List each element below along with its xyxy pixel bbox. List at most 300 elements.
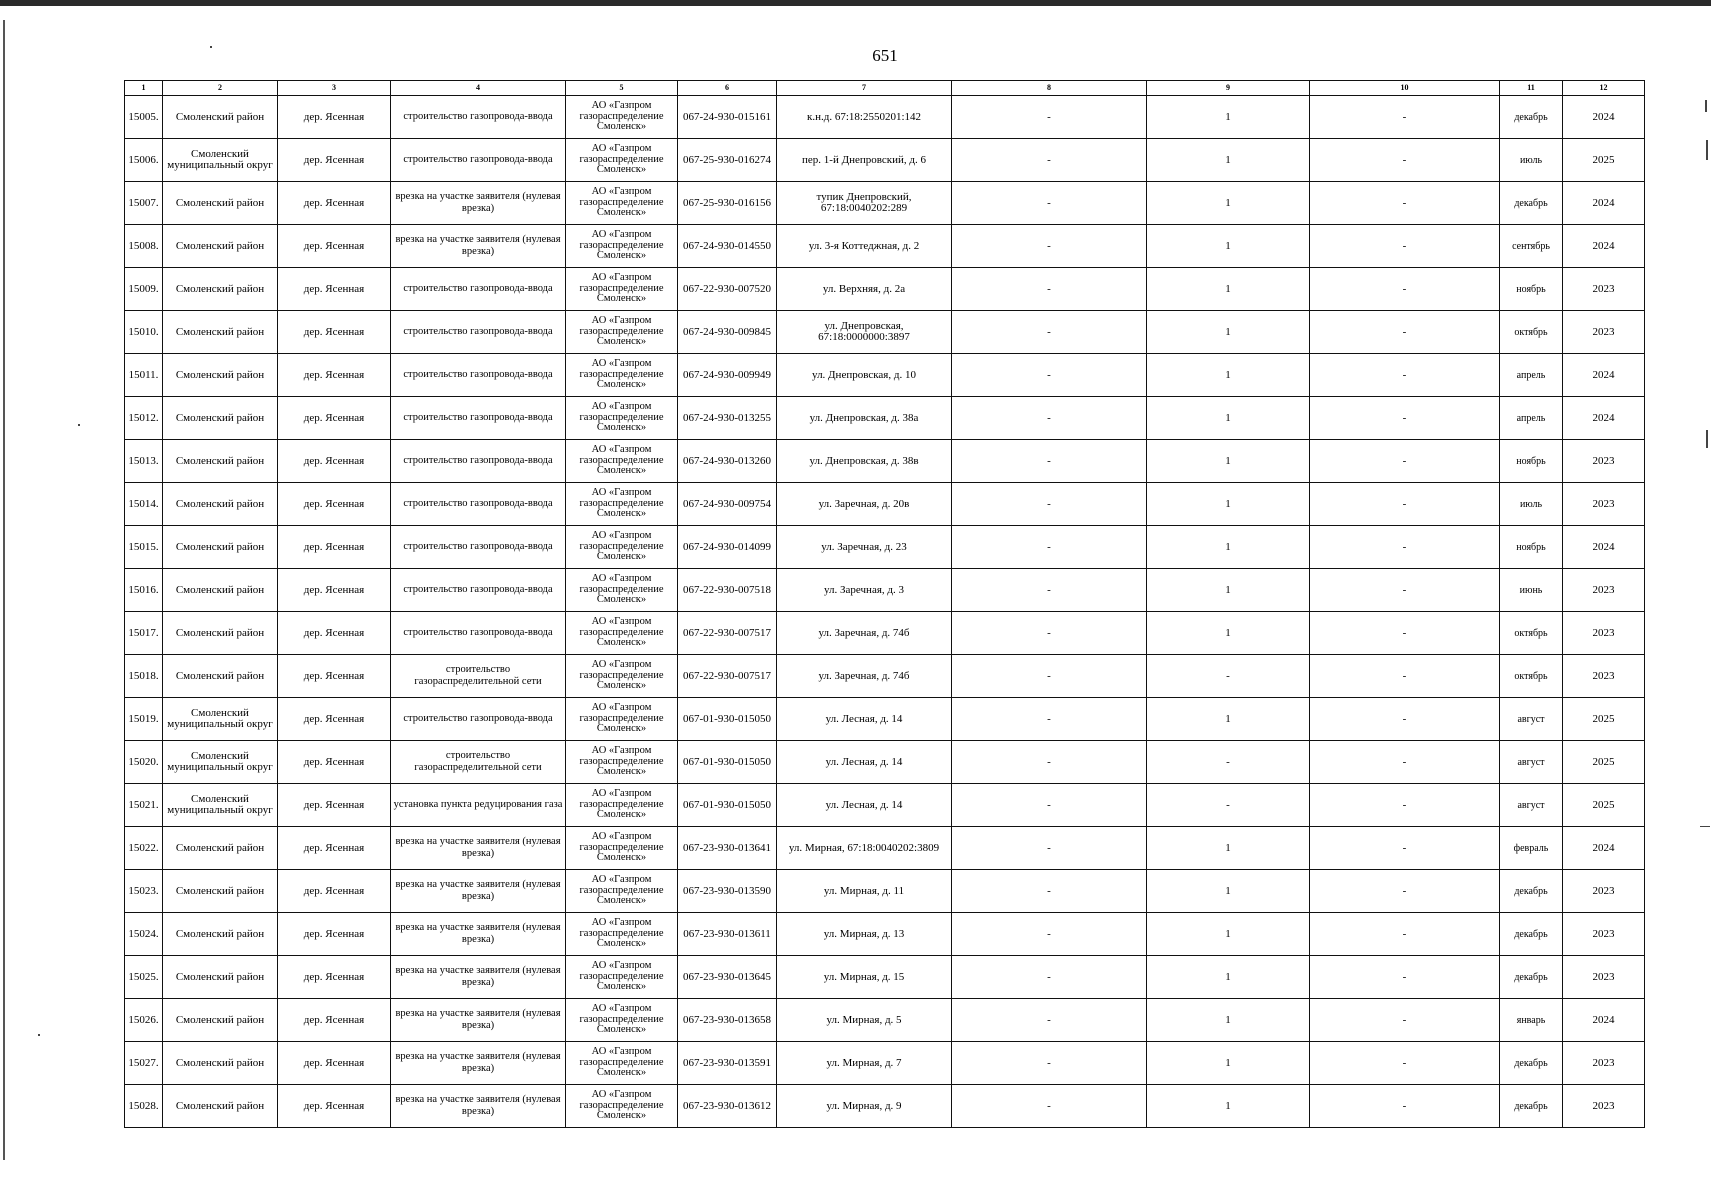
district-cell: Смоленский муниципальный округ — [163, 741, 278, 784]
col8-cell: - — [952, 956, 1147, 999]
address-cell: ул. Заречная, д. 23 — [777, 526, 952, 569]
col9-cell: - — [1147, 741, 1310, 784]
row-number: 15019. — [125, 698, 163, 741]
col10-cell: - — [1310, 96, 1500, 139]
month-cell: октябрь — [1500, 655, 1563, 698]
col10-cell: - — [1310, 182, 1500, 225]
month-cell: июль — [1500, 139, 1563, 182]
table-row — [125, 483, 1645, 526]
organization-cell: АО «Газпром газораспределение Смоленск» — [566, 827, 678, 870]
col8-cell: - — [952, 440, 1147, 483]
row-number: 15013. — [125, 440, 163, 483]
organization-cell: АО «Газпром газораспределение Смоленск» — [566, 139, 678, 182]
address-cell: ул. Днепровская, д. 10 — [777, 354, 952, 397]
application-number-cell: 067-01-930-015050 — [678, 741, 777, 784]
work-type-cell: врезка на участке заявителя (нулевая врезка) — [391, 182, 566, 225]
district-cell: Смоленский район — [163, 526, 278, 569]
work-type-cell: строительство газопровода-ввода — [391, 483, 566, 526]
settlement-cell: дер. Ясенная — [278, 182, 391, 225]
table-row — [125, 655, 1645, 698]
organization-cell: АО «Газпром газораспределение Смоленск» — [566, 526, 678, 569]
row-number: 15025. — [125, 956, 163, 999]
address-cell: ул. Мирная, д. 11 — [777, 870, 952, 913]
table-row — [125, 999, 1645, 1042]
row-number: 15012. — [125, 397, 163, 440]
col8-cell: - — [952, 1042, 1147, 1085]
scan-top-border — [0, 0, 1711, 6]
year-cell: 2025 — [1563, 139, 1645, 182]
district-cell: Смоленский район — [163, 96, 278, 139]
application-number-cell: 067-23-930-013612 — [678, 1085, 777, 1128]
application-number-cell: 067-24-930-009845 — [678, 311, 777, 354]
year-cell: 2024 — [1563, 827, 1645, 870]
application-number-cell: 067-22-930-007518 — [678, 569, 777, 612]
col8-cell: - — [952, 139, 1147, 182]
scan-speck — [1706, 430, 1708, 448]
col9-cell: 1 — [1147, 698, 1310, 741]
work-type-cell: врезка на участке заявителя (нулевая врезка) — [391, 1085, 566, 1128]
table-row — [125, 784, 1645, 827]
organization-cell: АО «Газпром газораспределение Смоленск» — [566, 268, 678, 311]
settlement-cell: дер. Ясенная — [278, 268, 391, 311]
column-header: 9 — [1147, 81, 1310, 96]
district-cell: Смоленский район — [163, 225, 278, 268]
scan-speck — [1705, 100, 1707, 112]
settlement-cell: дер. Ясенная — [278, 440, 391, 483]
column-header: 5 — [566, 81, 678, 96]
address-cell: ул. Днепровская, д. 38в — [777, 440, 952, 483]
address-cell: ул. Мирная, д. 15 — [777, 956, 952, 999]
work-type-cell: строительство газопровода-ввода — [391, 397, 566, 440]
organization-cell: АО «Газпром газораспределение Смоленск» — [566, 698, 678, 741]
row-number: 15017. — [125, 612, 163, 655]
address-cell: ул. Лесная, д. 14 — [777, 741, 952, 784]
month-cell: август — [1500, 698, 1563, 741]
col8-cell: - — [952, 397, 1147, 440]
settlement-cell: дер. Ясенная — [278, 483, 391, 526]
column-header: 4 — [391, 81, 566, 96]
col9-cell: 1 — [1147, 483, 1310, 526]
col10-cell: - — [1310, 655, 1500, 698]
col8-cell: - — [952, 182, 1147, 225]
col9-cell: 1 — [1147, 526, 1310, 569]
district-cell: Смоленский муниципальный округ — [163, 784, 278, 827]
row-number: 15006. — [125, 139, 163, 182]
table-row — [125, 526, 1645, 569]
table-row — [125, 440, 1645, 483]
col8-cell: - — [952, 870, 1147, 913]
col10-cell: - — [1310, 569, 1500, 612]
col9-cell: 1 — [1147, 870, 1310, 913]
address-cell: ул. Мирная, д. 13 — [777, 913, 952, 956]
application-number-cell: 067-24-930-014099 — [678, 526, 777, 569]
table-row — [125, 354, 1645, 397]
page-number: 651 — [872, 46, 898, 65]
address-cell: ул. Верхняя, д. 2а — [777, 268, 952, 311]
table-header-row — [125, 81, 1645, 96]
settlement-cell: дер. Ясенная — [278, 827, 391, 870]
work-type-cell: строительство газопровода-ввода — [391, 354, 566, 397]
year-cell: 2023 — [1563, 655, 1645, 698]
district-cell: Смоленский район — [163, 655, 278, 698]
application-number-cell: 067-22-930-007517 — [678, 612, 777, 655]
settlement-cell: дер. Ясенная — [278, 741, 391, 784]
col8-cell: - — [952, 268, 1147, 311]
table-row — [125, 698, 1645, 741]
district-cell: Смоленский район — [163, 440, 278, 483]
row-number: 15009. — [125, 268, 163, 311]
col8-cell: - — [952, 655, 1147, 698]
year-cell: 2025 — [1563, 784, 1645, 827]
row-number: 15020. — [125, 741, 163, 784]
column-header: 2 — [163, 81, 278, 96]
address-cell: ул. Мирная, д. 7 — [777, 1042, 952, 1085]
organization-cell: АО «Газпром газораспределение Смоленск» — [566, 612, 678, 655]
settlement-cell: дер. Ясенная — [278, 526, 391, 569]
col9-cell: 1 — [1147, 96, 1310, 139]
col8-cell: - — [952, 569, 1147, 612]
month-cell: февраль — [1500, 827, 1563, 870]
row-number: 15014. — [125, 483, 163, 526]
col10-cell: - — [1310, 397, 1500, 440]
address-cell: ул. Мирная, д. 5 — [777, 999, 952, 1042]
month-cell: декабрь — [1500, 182, 1563, 225]
address-cell: ул. Мирная, д. 9 — [777, 1085, 952, 1128]
address-cell: ул. Мирная, 67:18:0040202:3809 — [777, 827, 952, 870]
application-number-cell: 067-24-930-014550 — [678, 225, 777, 268]
district-cell: Смоленский район — [163, 268, 278, 311]
work-type-cell: установка пункта редуцирования газа — [391, 784, 566, 827]
year-cell: 2024 — [1563, 182, 1645, 225]
district-cell: Смоленский муниципальный округ — [163, 139, 278, 182]
year-cell: 2023 — [1563, 569, 1645, 612]
organization-cell: АО «Газпром газораспределение Смоленск» — [566, 913, 678, 956]
work-type-cell: строительство газопровода-ввода — [391, 268, 566, 311]
work-type-cell: врезка на участке заявителя (нулевая врезка) — [391, 913, 566, 956]
col8-cell: - — [952, 784, 1147, 827]
col9-cell: 1 — [1147, 225, 1310, 268]
organization-cell: АО «Газпром газораспределение Смоленск» — [566, 741, 678, 784]
settlement-cell: дер. Ясенная — [278, 1085, 391, 1128]
col8-cell: - — [952, 913, 1147, 956]
col8-cell: - — [952, 1085, 1147, 1128]
year-cell: 2025 — [1563, 698, 1645, 741]
work-type-cell: строительство газопровода-ввода — [391, 698, 566, 741]
year-cell: 2023 — [1563, 612, 1645, 655]
application-number-cell: 067-23-930-013658 — [678, 999, 777, 1042]
year-cell: 2023 — [1563, 870, 1645, 913]
month-cell: декабрь — [1500, 1085, 1563, 1128]
month-cell: ноябрь — [1500, 268, 1563, 311]
month-cell: декабрь — [1500, 96, 1563, 139]
table-body — [125, 96, 1645, 1128]
table-row — [125, 956, 1645, 999]
organization-cell: АО «Газпром газораспределение Смоленск» — [566, 440, 678, 483]
col9-cell: 1 — [1147, 956, 1310, 999]
month-cell: август — [1500, 784, 1563, 827]
row-number: 15027. — [125, 1042, 163, 1085]
col9-cell: 1 — [1147, 1042, 1310, 1085]
district-cell: Смоленский район — [163, 483, 278, 526]
col9-cell: 1 — [1147, 397, 1310, 440]
month-cell: декабрь — [1500, 1042, 1563, 1085]
application-number-cell: 067-24-930-009754 — [678, 483, 777, 526]
month-cell: апрель — [1500, 397, 1563, 440]
col8-cell: - — [952, 483, 1147, 526]
application-number-cell: 067-23-930-013591 — [678, 1042, 777, 1085]
col10-cell: - — [1310, 913, 1500, 956]
col10-cell: - — [1310, 354, 1500, 397]
year-cell: 2024 — [1563, 354, 1645, 397]
district-cell: Смоленский район — [163, 354, 278, 397]
organization-cell: АО «Газпром газораспределение Смоленск» — [566, 483, 678, 526]
district-cell: Смоленский район — [163, 827, 278, 870]
table-row — [125, 268, 1645, 311]
work-type-cell: строительство газораспределительной сети — [391, 655, 566, 698]
organization-cell: АО «Газпром газораспределение Смоленск» — [566, 225, 678, 268]
scan-left-border — [3, 20, 5, 1160]
settlement-cell: дер. Ясенная — [278, 655, 391, 698]
work-type-cell: строительство газораспределительной сети — [391, 741, 566, 784]
month-cell: декабрь — [1500, 870, 1563, 913]
table-row — [125, 139, 1645, 182]
organization-cell: АО «Газпром газораспределение Смоленск» — [566, 1042, 678, 1085]
district-cell: Смоленский район — [163, 311, 278, 354]
year-cell: 2025 — [1563, 741, 1645, 784]
settlement-cell: дер. Ясенная — [278, 784, 391, 827]
application-number-cell: 067-24-930-013260 — [678, 440, 777, 483]
column-header: 8 — [952, 81, 1147, 96]
column-header: 7 — [777, 81, 952, 96]
col10-cell: - — [1310, 139, 1500, 182]
column-header: 10 — [1310, 81, 1500, 96]
col10-cell: - — [1310, 827, 1500, 870]
district-cell: Смоленский район — [163, 397, 278, 440]
application-number-cell: 067-01-930-015050 — [678, 784, 777, 827]
column-header: 6 — [678, 81, 777, 96]
col10-cell: - — [1310, 999, 1500, 1042]
organization-cell: АО «Газпром газораспределение Смоленск» — [566, 1085, 678, 1128]
work-type-cell: строительство газопровода-ввода — [391, 311, 566, 354]
col9-cell: 1 — [1147, 182, 1310, 225]
application-number-cell: 067-25-930-016156 — [678, 182, 777, 225]
col9-cell: 1 — [1147, 1085, 1310, 1128]
address-cell: к.н.д. 67:18:2550201:142 — [777, 96, 952, 139]
month-cell: октябрь — [1500, 311, 1563, 354]
row-number: 15005. — [125, 96, 163, 139]
col8-cell: - — [952, 741, 1147, 784]
work-type-cell: строительство газопровода-ввода — [391, 569, 566, 612]
work-type-cell: строительство газопровода-ввода — [391, 612, 566, 655]
table-row — [125, 913, 1645, 956]
district-cell: Смоленский район — [163, 999, 278, 1042]
table-row — [125, 397, 1645, 440]
work-type-cell: строительство газопровода-ввода — [391, 96, 566, 139]
table-row — [125, 182, 1645, 225]
organization-cell: АО «Газпром газораспределение Смоленск» — [566, 182, 678, 225]
address-cell: тупик Днепровский, 67:18:0040202:289 — [777, 182, 952, 225]
district-cell: Смоленский муниципальный округ — [163, 698, 278, 741]
settlement-cell: дер. Ясенная — [278, 1042, 391, 1085]
organization-cell: АО «Газпром газораспределение Смоленск» — [566, 397, 678, 440]
col10-cell: - — [1310, 311, 1500, 354]
district-cell: Смоленский район — [163, 1042, 278, 1085]
col9-cell: 1 — [1147, 612, 1310, 655]
settlement-cell: дер. Ясенная — [278, 956, 391, 999]
address-cell: ул. Днепровская, 67:18:0000000:3897 — [777, 311, 952, 354]
address-cell: ул. Заречная, д. 20в — [777, 483, 952, 526]
table-row — [125, 1085, 1645, 1128]
work-type-cell: строительство газопровода-ввода — [391, 526, 566, 569]
application-number-cell: 067-22-930-007520 — [678, 268, 777, 311]
row-number: 15010. — [125, 311, 163, 354]
address-cell: ул. 3-я Коттеджная, д. 2 — [777, 225, 952, 268]
application-number-cell: 067-22-930-007517 — [678, 655, 777, 698]
col10-cell: - — [1310, 526, 1500, 569]
application-number-cell: 067-23-930-013590 — [678, 870, 777, 913]
address-cell: пер. 1-й Днепровский, д. 6 — [777, 139, 952, 182]
settlement-cell: дер. Ясенная — [278, 397, 391, 440]
col8-cell: - — [952, 612, 1147, 655]
col9-cell: 1 — [1147, 268, 1310, 311]
col10-cell: - — [1310, 698, 1500, 741]
settlement-cell: дер. Ясенная — [278, 139, 391, 182]
year-cell: 2024 — [1563, 999, 1645, 1042]
row-number: 15022. — [125, 827, 163, 870]
month-cell: январь — [1500, 999, 1563, 1042]
month-cell: декабрь — [1500, 956, 1563, 999]
application-number-cell: 067-23-930-013641 — [678, 827, 777, 870]
row-number: 15015. — [125, 526, 163, 569]
settlement-cell: дер. Ясенная — [278, 96, 391, 139]
row-number: 15026. — [125, 999, 163, 1042]
year-cell: 2024 — [1563, 225, 1645, 268]
work-type-cell: врезка на участке заявителя (нулевая врезка) — [391, 1042, 566, 1085]
column-header: 12 — [1563, 81, 1645, 96]
table-row — [125, 96, 1645, 139]
col10-cell: - — [1310, 612, 1500, 655]
work-type-cell: врезка на участке заявителя (нулевая врезка) — [391, 999, 566, 1042]
table-row — [125, 741, 1645, 784]
col9-cell: 1 — [1147, 913, 1310, 956]
work-type-cell: строительство газопровода-ввода — [391, 139, 566, 182]
row-number: 15008. — [125, 225, 163, 268]
application-number-cell: 067-23-930-013645 — [678, 956, 777, 999]
table-row — [125, 1042, 1645, 1085]
col10-cell: - — [1310, 741, 1500, 784]
application-number-cell: 067-23-930-013611 — [678, 913, 777, 956]
row-number: 15007. — [125, 182, 163, 225]
row-number: 15016. — [125, 569, 163, 612]
month-cell: июнь — [1500, 569, 1563, 612]
settlement-cell: дер. Ясенная — [278, 311, 391, 354]
col10-cell: - — [1310, 784, 1500, 827]
table-row — [125, 225, 1645, 268]
address-cell: ул. Заречная, д. 74б — [777, 655, 952, 698]
col9-cell: - — [1147, 784, 1310, 827]
col9-cell: 1 — [1147, 139, 1310, 182]
year-cell: 2024 — [1563, 96, 1645, 139]
col8-cell: - — [952, 526, 1147, 569]
table-row — [125, 569, 1645, 612]
organization-cell: АО «Газпром газораспределение Смоленск» — [566, 96, 678, 139]
row-number: 15023. — [125, 870, 163, 913]
settlement-cell: дер. Ясенная — [278, 698, 391, 741]
application-number-cell: 067-24-930-013255 — [678, 397, 777, 440]
col8-cell: - — [952, 999, 1147, 1042]
settlement-cell: дер. Ясенная — [278, 225, 391, 268]
month-cell: июль — [1500, 483, 1563, 526]
month-cell: декабрь — [1500, 913, 1563, 956]
district-cell: Смоленский район — [163, 612, 278, 655]
col9-cell: 1 — [1147, 999, 1310, 1042]
year-cell: 2024 — [1563, 526, 1645, 569]
scan-speck — [78, 424, 80, 426]
table-row — [125, 870, 1645, 913]
scan-speck — [1706, 140, 1708, 160]
address-cell: ул. Заречная, д. 3 — [777, 569, 952, 612]
col10-cell: - — [1310, 440, 1500, 483]
settlement-cell: дер. Ясенная — [278, 569, 391, 612]
scan-speck — [210, 46, 212, 48]
address-cell: ул. Лесная, д. 14 — [777, 784, 952, 827]
district-cell: Смоленский район — [163, 870, 278, 913]
col9-cell: - — [1147, 655, 1310, 698]
scan-speck — [38, 1034, 40, 1036]
col8-cell: - — [952, 311, 1147, 354]
work-type-cell: врезка на участке заявителя (нулевая врезка) — [391, 827, 566, 870]
row-number: 15024. — [125, 913, 163, 956]
address-cell: ул. Днепровская, д. 38а — [777, 397, 952, 440]
column-header: 1 — [125, 81, 163, 96]
work-type-cell: врезка на участке заявителя (нулевая врезка) — [391, 870, 566, 913]
column-header: 3 — [278, 81, 391, 96]
scan-speck — [1700, 826, 1710, 827]
year-cell: 2023 — [1563, 1042, 1645, 1085]
row-number: 15021. — [125, 784, 163, 827]
table-row — [125, 311, 1645, 354]
col10-cell: - — [1310, 225, 1500, 268]
work-type-cell: строительство газопровода-ввода — [391, 440, 566, 483]
organization-cell: АО «Газпром газораспределение Смоленск» — [566, 956, 678, 999]
col10-cell: - — [1310, 870, 1500, 913]
application-number-cell: 067-24-930-009949 — [678, 354, 777, 397]
col9-cell: 1 — [1147, 440, 1310, 483]
col9-cell: 1 — [1147, 827, 1310, 870]
district-cell: Смоленский район — [163, 182, 278, 225]
year-cell: 2023 — [1563, 268, 1645, 311]
col8-cell: - — [952, 96, 1147, 139]
work-type-cell: врезка на участке заявителя (нулевая врезка) — [391, 956, 566, 999]
column-header: 11 — [1500, 81, 1563, 96]
year-cell: 2023 — [1563, 1085, 1645, 1128]
month-cell: сентябрь — [1500, 225, 1563, 268]
row-number: 15018. — [125, 655, 163, 698]
col8-cell: - — [952, 225, 1147, 268]
district-cell: Смоленский район — [163, 956, 278, 999]
year-cell: 2023 — [1563, 913, 1645, 956]
row-number: 15028. — [125, 1085, 163, 1128]
row-number: 15011. — [125, 354, 163, 397]
col10-cell: - — [1310, 268, 1500, 311]
settlement-cell: дер. Ясенная — [278, 612, 391, 655]
organization-cell: АО «Газпром газораспределение Смоленск» — [566, 569, 678, 612]
address-cell: ул. Лесная, д. 14 — [777, 698, 952, 741]
organization-cell: АО «Газпром газораспределение Смоленск» — [566, 870, 678, 913]
year-cell: 2024 — [1563, 397, 1645, 440]
settlement-cell: дер. Ясенная — [278, 870, 391, 913]
district-cell: Смоленский район — [163, 913, 278, 956]
